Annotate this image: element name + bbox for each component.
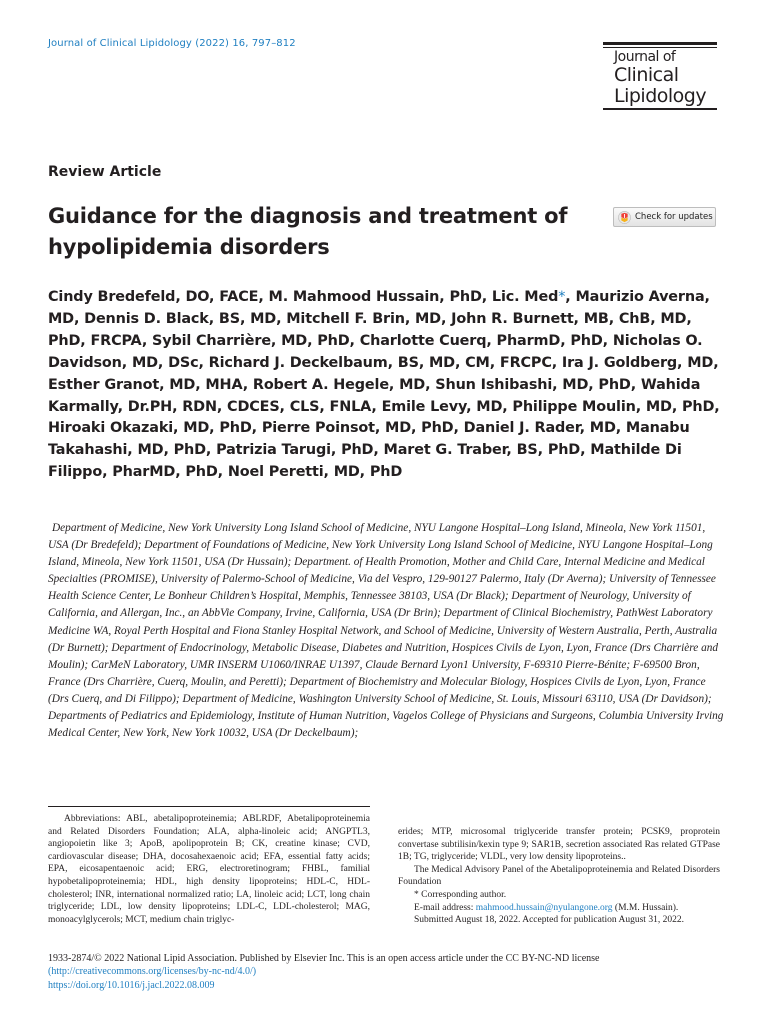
crossmark-icon [618, 211, 631, 224]
article-category: Review Article [48, 164, 162, 180]
logo-line-2: Clinical [614, 64, 679, 86]
authors-rest: , Maurizio Averna, MD, Dennis D. Black, BS, MD, Mitchell F. Brin, MD, John R. Burnett, MB, ChB, MD, PhD, FRCPA, Sybil Charrière, MD, PhD, Charlotte Cuerq, PharmD, PhD, Nicholas O. Davidson, MD, DSc, Richard J. Deckelbaum, BS, MD, CM, FRCPC, Ira J. Goldberg, MD, Esther Granot, MD, MHA, Robert A. Hegele, MD, Shun Ishibashi, MD, PhD, Wahida Karmally, Dr.PH, RDN, CDCES, CLS, FNLA, Emile Levy, MD, Philippe Moulin, MD, PhD, Hiroaki Okazaki, MD, PhD, Pierre Poinsot, MD, PhD, Daniel J. Rader, MD, Manabu Takahashi, MD, PhD, Patrizia Tarugi, PhD, Maret G. Traber, BS, PhD, Mathilde Di Filippo, PharMD, PhD, Noel Peretti, MD, PhD [48, 289, 720, 481]
corresponding-author-note: * Corresponding author. [414, 889, 507, 900]
check-for-updates-button[interactable] [613, 207, 716, 227]
authors-first: Cindy Bredefeld, DO, FACE, M. Mahmood Hussain, PhD, Lic. Med [48, 289, 559, 305]
footnote-divider [48, 806, 370, 807]
check-for-updates-label: Check for updates [635, 212, 713, 222]
copyright-block [48, 952, 728, 992]
abbreviations-continued: erides; MTP, microsomal triglyceride transfer protein; PCSK9, proprotein convertase subtilisin/kexin type 9; SAR1B, secretion associated Ras related GTPase 1B; TG, triglyceride; VLDL, very low density lipoproteins.. [398, 827, 720, 863]
advisory-panel-note: The Medical Advisory Panel of the Abetalipoproteinemia and Related Disorders Foundation [398, 864, 720, 888]
footnote-right-column [398, 826, 720, 927]
affiliations: Department of Medicine, New York University Long Island School of Medicine, NYU Langone Hospital–Long Island, Mineola, New York 11501, USA (Dr Bredefeld); Department of Foundations of Medicine, New York University Long Island School of Medicine, NYU Langone Hospital–Long Island, Mineola, New York 11501, USA (Dr Hussain); Department. of Health Promotion, Mother and Child Care, Internal Medicine and Medical Specialties (PROMISE), University of Palermo-School of Medicine, Via del Vespro, 129-90127 Palermo, Italy (Dr Averna); University of Tennessee Health Science Center, Le Bonheur Children’s Hospital, Memphis, Tennessee 38103, USA (Dr Black); Department of Neurology, University of California, and Allergan, Inc., an AbbVie Company, Irvine, California, USA (Dr Brin); Department of Clinical Biochemistry, PathWest Laboratory Medicine WA, Royal Perth Hospital and Fiona Stanley Hospital Network, and School of Medicine, University of Western Australia, Perth, Australia (Dr Burnett); Department of Endocrinology, Metabolic Disease, Diabetes and Nutrition, Hospices Civils de Lyon, Lyon, France (Drs Charrière and Moulin); CarMeN Laboratory, UMR INSERM U1060/INRAE U1397, Claude Bernard Lyon1 University, F-69310 Pierre-Bénite; F-69500 Bron, France (Drs Charrière, Cuerq, Moulin, and Peretti); Department of Biochemistry and Molecular Biology, Hospices Civils de Lyon, Lyon, France (Drs Cuerq, and Di Filippo); Department of Medicine, Washington University School of Medicine, St. Louis, Missouri 63110, USA (Dr Davidson); Departments of Pediatrics and Epidemiology, Institute of Human Nutrition, Vagelos College of Physicians and Surgeons, Columbia University Irving Medical Center, New York, New York 10032, USA (Dr Deckelbaum); [48, 522, 724, 740]
journal-citation-link[interactable]: Journal of Clinical Lipidology (2022) 16, 797–812 [48, 38, 296, 49]
logo-rule-bottom [603, 108, 717, 110]
logo-rule-top [603, 42, 717, 45]
email-suffix: (M.M. Hussain). [612, 902, 679, 913]
journal-logo [603, 42, 717, 112]
license-link[interactable]: (http://creativecommons.org/licenses/by-nc-nd/4.0/) [48, 966, 257, 978]
logo-line-1: Journal of [614, 49, 676, 65]
email-link[interactable]: mahmood.hussain@nyulangone.org [475, 902, 613, 913]
email-label: E-mail address: [414, 902, 476, 913]
footnote-left-column [48, 813, 370, 926]
abbreviations-text: Abbreviations: ABL, abetalipoproteinemia; ABLRDF, Abetalipoproteinemia and Related Disorders Foundation; ALA, alpha-linoleic acid; ANGPTL3, angiopoietin like 3; ApoB, apolipoprotein B; CK, creatine kinase; CVD, cardiovascular disease; DHA, docosahexaenoic acid; EFA, essential fatty acids; EPA, eicosapentaenoic acid; ERG, electroretinogram; FHBL, familial hypobetalipoproteinemia; HDL, high density lipoproteins; HDL-C, HDL-cholesterol; INR, international normalized ratio; LA, linoleic acid; LCT, long chain triglyceride; LDL, low density lipoproteins; LDL-C, LDL-cholesterol; MAG, monoacylglycerols; MCT, medium chain triglyc- [48, 814, 370, 925]
logo-rule-thin [603, 47, 717, 48]
article-title: Guidance for the diagnosis and treatment of hypolipidemia disorders [48, 204, 568, 259]
email-line [398, 902, 720, 915]
author-list [48, 287, 728, 484]
submission-dates: Submitted August 18, 2022. Accepted for publication August 31, 2022. [414, 915, 684, 926]
corresponding-author-link[interactable]: * [558, 289, 566, 305]
copyright-text: 1933-2874/© 2022 National Lipid Association. Published by Elsevier Inc. This is an open access article under the CC BY-NC-ND license [48, 953, 600, 964]
logo-line-3: Lipidology [614, 85, 707, 107]
doi-link[interactable]: https://doi.org/10.1016/j.jacl.2022.08.009 [48, 979, 215, 991]
